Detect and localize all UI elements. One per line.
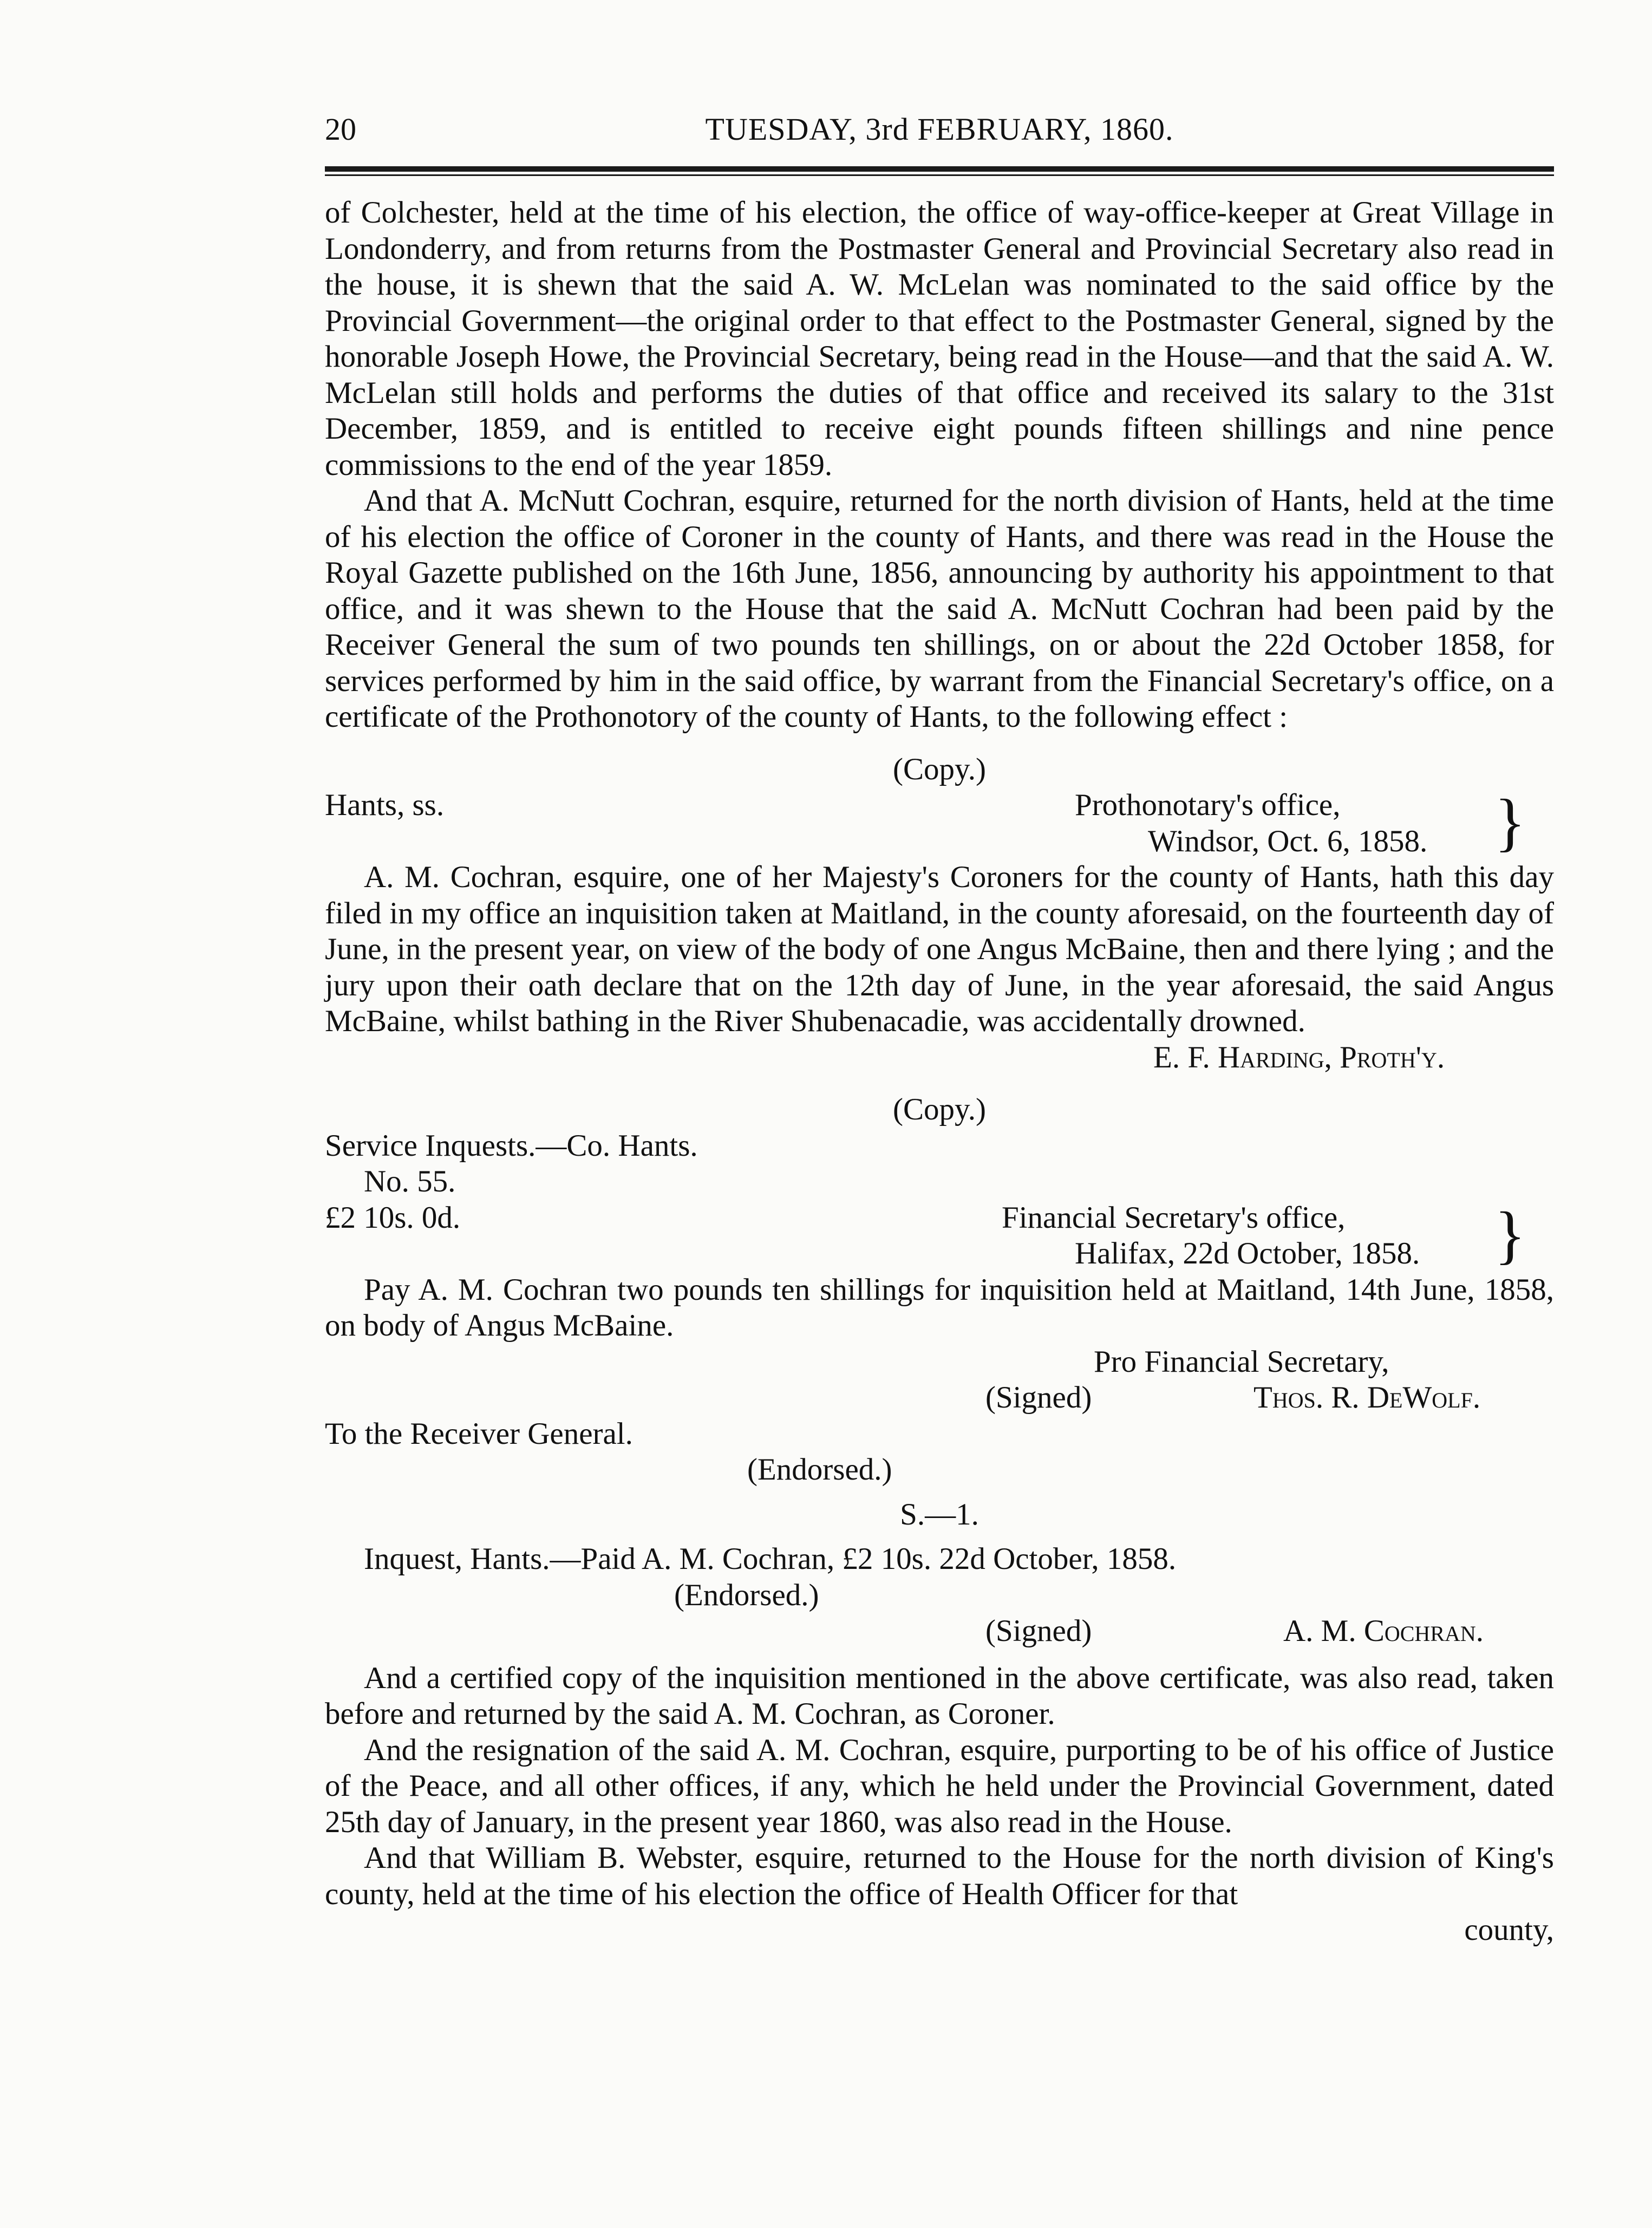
copy1-signature-row	[325, 1040, 1554, 1076]
copy2-service-row	[325, 1128, 1554, 1164]
body-text	[325, 195, 1554, 1949]
paragraph-mclelan: of Colchester, held at the time of his election, the office of way-office-keeper at Great Village in Londonderry, and from returns from the Postmaster General and Provincial Secretary also read in the house, it is shewn that the said A. W. McLelan was nominated to the said office by the Provincial Government—the original order to that effect to the Postmaster General, signed by the honorable Joseph Howe, the Provincial Secretary, being read in the House—and that the said A. W. McLelan still holds and performs the duties of that office and received its salary to the 31st December, 1859, and is entitled to receive eight pounds fifteen shillings and nine pence commissions to the end of the year 1859.	[325, 196, 1554, 482]
paragraph-cochran: And that A. McNutt Cochran, esquire, returned for the north division of Hants, held at the time of his election the office of Coroner in the county of Hants, and there was read in the House the Royal Gazette published on the 16th June, 1856, announcing by authority his appointment to that office, and it was shewn to the House that the said A. McNutt Cochran had been paid by the Receiver General the sum of two pounds ten shillings, on or about the 22d October 1858, for services performed by him in the said office, by warrant from the Financial Secretary's office, on a certificate of the Prothonotory of the county of Hants, to the following effect :	[325, 484, 1554, 734]
brace-icon: }	[1494, 786, 1526, 858]
copy2-pro: Pro Financial Secretary,	[1094, 1344, 1389, 1379]
copy2-signer2: A. M. Cochran.	[1283, 1614, 1484, 1648]
paragraph-resignation: And the resignation of the said A. M. Cochran, esquire, purporting to be of his office of Justice of the Peace, and all other offices, if any, which he held under the Provincial Government, dated 25th day of January, in the present year 1860, was also read in the House.	[325, 1732, 1554, 1839]
brace-icon: }	[1494, 1198, 1526, 1271]
copy2-inquest-row	[325, 1541, 1554, 1578]
page-title: TUESDAY, 3rd FEBRUARY, 1860.	[705, 112, 1174, 147]
copy-label-2: (Copy.)	[892, 1092, 987, 1126]
copy1-signature: E. F. Harding, Proth'y.	[1153, 1040, 1445, 1074]
copy2-service: Service Inquests.—Co. Hants.	[325, 1128, 698, 1163]
paragraph-certified-copy: And a certified copy of the inquisition mentioned in the above certificate, was also read, taken before and returned by the said A. M. Cochran, as Coroner.	[325, 1660, 1554, 1731]
copy2-signer: Thos. R. DeWolf.	[1253, 1380, 1481, 1415]
copy2-office-line2: Halifax, 22d October, 1858.	[1075, 1236, 1420, 1271]
copy2-body: Pay A. M. Cochran two pounds ten shillings for inquisition held at Maitland, 14th June, 1858, on body of Angus McBaine.	[325, 1272, 1554, 1343]
copy1-office-row	[325, 824, 1554, 860]
copy1-office-line2: Windsor, Oct. 6, 1858.	[1148, 824, 1428, 858]
header-rule-thick	[325, 166, 1554, 172]
page-number: 20	[325, 112, 356, 147]
copy2-to: To the Receiver General.	[325, 1416, 633, 1451]
copy2-number: No. 55.	[364, 1164, 456, 1198]
copy2-signed: (Signed)	[985, 1380, 1092, 1415]
copy2-to-row	[325, 1416, 1554, 1452]
copy2-amount: £2 10s. 0d.	[325, 1200, 461, 1235]
copy2-inquest: Inquest, Hants.—Paid A. M. Cochran, £2 10s. 22d October, 1858.	[364, 1542, 1177, 1576]
copy2-endorsed2-row	[325, 1578, 1554, 1614]
copy1-venue: Hants, ss.	[325, 788, 445, 822]
running-header	[325, 111, 1554, 160]
paragraph-webster: And that William B. Webster, esquire, returned to the House for the north division of King's county, held at the time of his election the office of Health Officer for that	[325, 1841, 1554, 1911]
copy2-code: S.—1.	[900, 1497, 979, 1532]
copy1-office-line1: Prothonotary's office,	[1075, 788, 1341, 822]
copy2-office-row	[325, 1236, 1554, 1272]
copy2-endorsed: (Endorsed.)	[747, 1452, 892, 1487]
header-rule-thin	[325, 174, 1554, 176]
copy2-signed-row	[325, 1380, 1554, 1416]
copy1-body: A. M. Cochran, esquire, one of her Majesty's Coroners for the county of Hants, hath this day filed in my office an inquisition taken at Maitland, in the county aforesaid, on the fourteenth day of June, in the present year, on view of the body of one Angus McBaine, then and there lying ; and the jury upon their oath declare that on the 12th day of June, in the year aforesaid, the said Angus McBaine, whilst bathing in the River Shubenacadie, was accidentally drowned.	[325, 860, 1554, 1038]
copy2-signed2: (Signed)	[985, 1614, 1092, 1648]
copy-label-1: (Copy.)	[892, 752, 987, 786]
copy2-pro-row	[325, 1344, 1554, 1380]
copy2-office-line1: Financial Secretary's office,	[1002, 1200, 1346, 1235]
copy2-endorsed2: (Endorsed.)	[674, 1578, 819, 1612]
catchword: county,	[1464, 1913, 1554, 1947]
copy2-endorsed-row	[325, 1452, 1554, 1488]
copy2-signed2-row	[325, 1613, 1554, 1650]
copy2-number-row	[325, 1164, 1554, 1200]
